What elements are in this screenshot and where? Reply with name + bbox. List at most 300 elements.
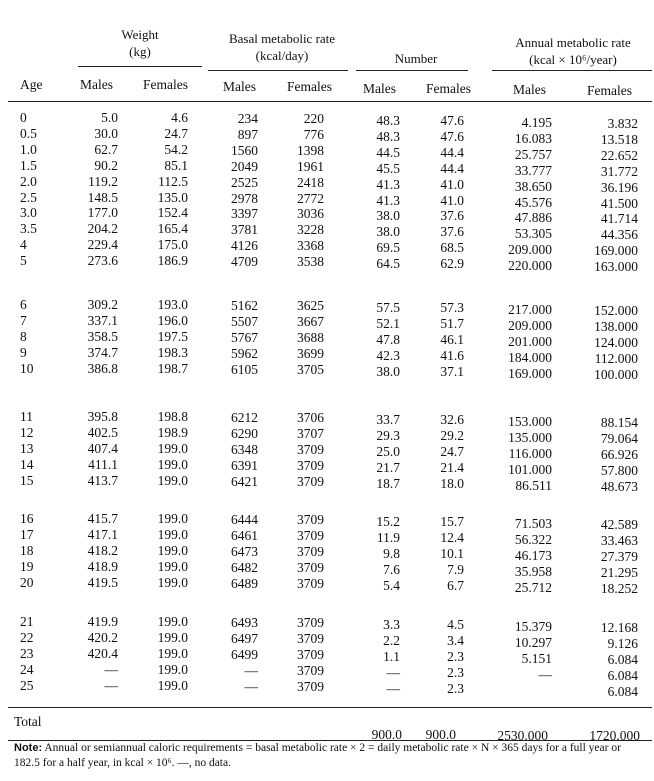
cell-ann-m: 153.000 <box>508 414 552 429</box>
cell-weight-m: 204.2 <box>87 221 118 237</box>
cell-ann-m: 15.379 <box>514 619 552 634</box>
cell-weight-m: 418.9 <box>87 558 118 574</box>
cell-ann-m: — <box>538 666 552 682</box>
cell-num-f: 2.3 <box>447 680 464 696</box>
weight-rule <box>78 66 202 67</box>
cell-age: 2.0 <box>20 173 37 189</box>
cell-weight-f: 198.3 <box>157 344 188 360</box>
cell-weight-m: 417.1 <box>87 526 118 542</box>
cell-bmr-f: 1961 <box>297 158 324 174</box>
cell-bmr-m: 5507 <box>231 313 258 329</box>
cell-ann-f: 41.500 <box>600 195 638 211</box>
bmr-header-line1: Basal metabolic rate <box>228 31 336 46</box>
cell-num-m: 3.3 <box>383 617 400 632</box>
cell-weight-f: 199.0 <box>157 542 188 558</box>
cell-num-m: 48.3 <box>376 113 400 128</box>
cell-num-m: 21.7 <box>376 459 400 475</box>
cell-num-f: 2.3 <box>447 664 464 680</box>
cell-num-f: 47.6 <box>440 128 464 144</box>
cell-weight-f: 199.0 <box>157 645 188 661</box>
cell-age: 24 <box>20 661 34 677</box>
cell-bmr-m: 897 <box>237 126 258 142</box>
cell-ann-f: 22.652 <box>600 147 638 163</box>
cell-bmr-m: 6499 <box>231 646 258 662</box>
annual-females-header: Females <box>587 83 632 98</box>
cell-weight-m: 374.7 <box>87 344 118 360</box>
cell-weight-f: 199.0 <box>157 472 188 488</box>
cell-weight-f: 199.0 <box>157 440 188 456</box>
cell-age: 22 <box>20 629 34 645</box>
cell-bmr-f: 3368 <box>297 238 324 254</box>
cell-ann-m: 5.151 <box>521 650 552 666</box>
cell-weight-f: 198.7 <box>157 360 188 376</box>
number-rule <box>356 70 468 71</box>
cell-num-f: 24.7 <box>440 443 464 459</box>
cell-ann-m: 116.000 <box>508 445 552 461</box>
cell-num-f: 41.0 <box>440 192 464 208</box>
cell-weight-m: 419.5 <box>87 574 118 590</box>
cell-num-f: 7.9 <box>447 561 464 577</box>
cell-ann-m: 209.000 <box>508 317 552 333</box>
cell-weight-f: 199.0 <box>157 629 188 645</box>
cell-bmr-m: 1560 <box>231 142 258 158</box>
cell-ann-m: 220.000 <box>508 258 552 274</box>
cell-num-f: 47.6 <box>440 113 464 128</box>
cell-bmr-f: 3709 <box>297 559 324 575</box>
cell-bmr-f: 3667 <box>297 313 324 329</box>
cell-ann-f: 124.000 <box>594 334 638 350</box>
cell-age: 10 <box>20 360 34 376</box>
cell-bmr-f: 3709 <box>297 615 324 630</box>
cell-ann-m: 209.000 <box>508 242 552 258</box>
cell-age: 21 <box>20 614 34 629</box>
total-rule <box>8 707 652 708</box>
cell-num-f: 62.9 <box>440 256 464 272</box>
cell-age: 17 <box>20 526 34 542</box>
cell-bmr-f: 3709 <box>297 646 324 662</box>
cell-age: 0 <box>20 110 27 125</box>
cell-weight-m: 407.4 <box>87 440 118 456</box>
cell-bmr-f: 3036 <box>297 206 324 222</box>
cell-age: 2.5 <box>20 189 37 205</box>
cell-weight-f: 85.1 <box>164 157 188 173</box>
cell-bmr-f: 3228 <box>297 222 324 238</box>
cell-bmr-f: 3625 <box>297 298 324 313</box>
cell-num-m: 41.3 <box>376 176 400 192</box>
cell-bmr-m: 6461 <box>231 527 258 543</box>
bmr-females-header: Females <box>287 79 332 94</box>
cell-weight-m: 358.5 <box>87 328 118 344</box>
cell-bmr-m: — <box>244 662 258 678</box>
cell-age: 18 <box>20 542 34 558</box>
cell-num-f: 4.5 <box>447 617 464 632</box>
cell-bmr-f: 3709 <box>297 630 324 646</box>
cell-weight-m: 411.1 <box>88 456 118 472</box>
cell-num-f: 41.0 <box>440 176 464 192</box>
cell-bmr-f: 3709 <box>297 441 324 457</box>
cell-weight-m: 402.5 <box>87 424 118 440</box>
cell-age: 12 <box>20 424 34 440</box>
cell-bmr-m: 6473 <box>231 543 258 559</box>
cell-weight-f: 199.0 <box>157 511 188 526</box>
cell-weight-f: 186.9 <box>157 253 188 269</box>
cell-ann-f: 48.673 <box>600 478 638 494</box>
cell-weight-f: 199.0 <box>157 614 188 629</box>
cell-bmr-m: 6497 <box>231 630 258 646</box>
cell-weight-m: 415.7 <box>87 511 118 526</box>
cell-weight-m: 395.8 <box>87 409 118 424</box>
cell-ann-f: 138.000 <box>594 318 638 334</box>
cell-weight-f: 152.4 <box>157 205 188 221</box>
cell-bmr-m: 5162 <box>231 298 258 313</box>
cell-age: 20 <box>20 574 34 590</box>
cell-weight-f: 196.0 <box>157 312 188 328</box>
cell-bmr-f: 3538 <box>297 254 324 270</box>
cell-ann-m: 56.322 <box>514 531 552 547</box>
annual-header-line1: Annual metabolic rate <box>515 35 631 50</box>
cell-weight-f: 197.5 <box>157 328 188 344</box>
cell-bmr-f: 3709 <box>297 457 324 473</box>
cell-ann-m: 71.503 <box>514 516 552 531</box>
cell-num-f: 32.6 <box>440 412 464 427</box>
annual-rule <box>492 70 652 71</box>
cell-weight-f: 199.0 <box>157 574 188 590</box>
cell-weight-m: — <box>104 661 118 677</box>
cell-bmr-f: 3688 <box>297 329 324 345</box>
cell-bmr-f: 2772 <box>297 190 324 206</box>
cell-bmr-f: 3709 <box>297 512 324 527</box>
cell-num-m: 52.1 <box>376 315 400 331</box>
cell-weight-m: 337.1 <box>87 312 118 328</box>
cell-bmr-f: 3709 <box>297 543 324 559</box>
cell-num-f: 29.2 <box>440 427 464 443</box>
cell-weight-m: 420.4 <box>87 645 118 661</box>
cell-age: 4 <box>20 237 27 253</box>
cell-bmr-m: 6444 <box>231 512 258 527</box>
cell-ann-f: 27.379 <box>600 548 638 564</box>
cell-num-f: 57.3 <box>440 300 464 315</box>
bmr-males-header: Males <box>223 79 256 94</box>
number-header-line1: Number <box>394 51 438 66</box>
cell-ann-m: 101.000 <box>508 461 552 477</box>
cell-ann-m: 217.000 <box>508 302 552 317</box>
cell-num-m: 9.8 <box>383 545 400 561</box>
cell-ann-m: 33.777 <box>514 162 552 178</box>
cell-ann-f: 6.084 <box>607 667 638 683</box>
cell-ann-f: 36.196 <box>600 179 638 195</box>
number-males-header: Males <box>363 81 396 96</box>
cell-bmr-m: 6482 <box>231 559 258 575</box>
cell-num-m: 29.3 <box>376 427 400 443</box>
cell-age: 6 <box>20 297 27 312</box>
cell-age: 0.5 <box>20 125 37 141</box>
cell-bmr-f: 2418 <box>297 174 324 190</box>
bmr-header <box>208 30 356 64</box>
cell-num-m: 38.0 <box>376 208 400 224</box>
cell-num-m: 45.5 <box>376 160 400 176</box>
cell-num-f: 68.5 <box>440 240 464 256</box>
age-header: Age <box>20 77 43 92</box>
weight-males-header: Males <box>80 77 113 92</box>
cell-ann-f: 44.356 <box>600 227 638 243</box>
cell-bmr-m: — <box>244 678 258 694</box>
cell-weight-m: 229.4 <box>87 237 118 253</box>
cell-ann-m: 45.576 <box>514 194 552 210</box>
cell-age: 14 <box>20 456 34 472</box>
cell-ann-f: 6.084 <box>607 683 638 699</box>
weight-header <box>100 26 180 60</box>
cell-ann-f: 6.084 <box>607 651 638 667</box>
cell-num-f: 44.4 <box>440 160 464 176</box>
annual-males-header: Males <box>513 82 546 97</box>
cell-age: 1.5 <box>20 157 37 173</box>
cell-age: 3.0 <box>20 205 37 221</box>
cell-weight-m: 420.2 <box>87 629 118 645</box>
cell-bmr-m: 5962 <box>231 345 258 361</box>
cell-bmr-m: 4709 <box>231 254 258 270</box>
cell-ann-m: 16.083 <box>514 130 552 146</box>
annual-header-line2: (kcal × 10⁶/year) <box>529 52 617 67</box>
cell-ann-m: 25.757 <box>514 146 552 162</box>
cell-num-f: 51.7 <box>440 315 464 331</box>
cell-ann-f: 88.154 <box>600 415 638 430</box>
cell-bmr-m: 6290 <box>231 425 258 441</box>
cell-num-f: 2.3 <box>447 648 464 664</box>
cell-num-m: 2.2 <box>383 632 400 648</box>
total-label: Total <box>14 714 42 729</box>
cell-num-m: 7.6 <box>383 561 400 577</box>
cell-num-m: 33.7 <box>376 412 400 427</box>
bmr-header-line2: (kcal/day) <box>255 48 309 63</box>
cell-num-f: 3.4 <box>447 632 464 648</box>
cell-ann-m: 38.650 <box>514 178 552 194</box>
cell-age: 19 <box>20 558 34 574</box>
cell-ann-f: 42.589 <box>600 517 638 532</box>
cell-ann-m: 169.000 <box>508 365 552 381</box>
cell-ann-f: 66.926 <box>600 446 638 462</box>
cell-weight-m: 418.2 <box>87 542 118 558</box>
cell-weight-m: 148.5 <box>87 189 118 205</box>
cell-weight-m: 177.0 <box>87 205 118 221</box>
cell-weight-f: 198.8 <box>157 409 188 424</box>
cell-bmr-m: 6105 <box>231 361 258 377</box>
cell-bmr-m: 6493 <box>231 615 258 630</box>
cell-num-m: 38.0 <box>376 363 400 379</box>
cell-bmr-f: 3709 <box>297 575 324 591</box>
cell-ann-m: 201.000 <box>508 333 552 349</box>
cell-weight-m: 273.6 <box>87 253 118 269</box>
cell-num-f: 37.6 <box>440 224 464 240</box>
bmr-rule <box>208 70 348 71</box>
cell-ann-m: 10.297 <box>514 634 552 650</box>
cell-weight-f: 198.9 <box>157 424 188 440</box>
cell-weight-f: 199.0 <box>157 456 188 472</box>
cell-weight-f: 24.7 <box>164 125 188 141</box>
cell-bmr-f: 1398 <box>297 142 324 158</box>
cell-ann-f: 169.000 <box>594 243 638 259</box>
cell-weight-m: 5.0 <box>101 110 118 125</box>
annual-header <box>492 34 654 68</box>
number-header <box>366 50 466 67</box>
cell-bmr-f: 3709 <box>297 473 324 489</box>
cell-ann-f: 57.800 <box>600 462 638 478</box>
cell-age: 25 <box>20 677 34 693</box>
total-number-females: 900.0 <box>425 727 456 742</box>
cell-num-m: 11.9 <box>376 529 400 545</box>
cell-weight-f: 175.0 <box>157 237 188 253</box>
cell-num-m: 15.2 <box>376 514 400 529</box>
cell-bmr-m: 6391 <box>231 457 258 473</box>
cell-weight-m: 119.2 <box>88 173 118 189</box>
cell-ann-m: 184.000 <box>508 349 552 365</box>
cell-weight-f: 165.4 <box>157 221 188 237</box>
cell-weight-f: 54.2 <box>164 141 188 157</box>
cell-num-m: 38.0 <box>376 224 400 240</box>
cell-ann-f: 18.252 <box>600 580 638 596</box>
cell-num-f: 41.6 <box>440 347 464 363</box>
total-number-males: 900.0 <box>371 727 402 742</box>
cell-weight-f: 135.0 <box>157 189 188 205</box>
cell-bmr-m: 2978 <box>231 190 258 206</box>
cell-bmr-m: 2049 <box>231 158 258 174</box>
weight-header-line2: (kg) <box>129 44 151 59</box>
cell-num-f: 44.4 <box>440 144 464 160</box>
cell-bmr-m: 5767 <box>231 329 258 345</box>
cell-weight-m: 419.9 <box>87 614 118 629</box>
header-bottom-rule <box>8 101 652 102</box>
cell-num-m: 18.7 <box>376 475 400 491</box>
cell-num-f: 15.7 <box>440 514 464 529</box>
cell-weight-f: 193.0 <box>157 297 188 312</box>
cell-ann-f: 41.714 <box>600 211 638 227</box>
cell-bmr-m: 3397 <box>231 206 258 222</box>
cell-bmr-f: 3707 <box>297 425 324 441</box>
cell-weight-m: 30.0 <box>94 125 118 141</box>
cell-age: 3.5 <box>20 221 37 237</box>
footnote-label: Note: <box>14 742 43 754</box>
cell-bmr-m: 6421 <box>231 473 258 489</box>
cell-num-f: 21.4 <box>440 459 464 475</box>
cell-num-f: 37.1 <box>440 363 464 379</box>
cell-ann-f: 112.000 <box>594 350 638 366</box>
cell-ann-f: 163.000 <box>594 259 638 275</box>
cell-num-m: 25.0 <box>376 443 400 459</box>
cell-ann-f: 12.168 <box>600 620 638 635</box>
cell-num-m: 44.5 <box>376 144 400 160</box>
cell-age: 23 <box>20 645 34 661</box>
cell-num-m: — <box>386 680 400 696</box>
cell-ann-f: 100.000 <box>594 366 638 382</box>
cell-num-m: 48.3 <box>376 128 400 144</box>
cell-num-m: 64.5 <box>376 256 400 272</box>
cell-weight-m: — <box>104 677 118 693</box>
cell-age: 1.0 <box>20 141 37 157</box>
cell-weight-f: 112.5 <box>158 173 188 189</box>
footnote-text: Annual or semiannual caloric requirements = basal metabolic rate × 2 = daily metabolic rate × N × 365 days for a full year or 182.5 for a half year, in kcal × 10⁶. —, no data. <box>14 742 621 769</box>
cell-bmr-m: 6212 <box>231 410 258 425</box>
cell-bmr-m: 4126 <box>231 238 258 254</box>
cell-age: 11 <box>20 409 33 424</box>
cell-age: 5 <box>20 253 27 269</box>
cell-bmr-f: 3709 <box>297 527 324 543</box>
cell-bmr-m: 6348 <box>231 441 258 457</box>
cell-weight-f: 199.0 <box>157 677 188 693</box>
cell-num-m: 1.1 <box>383 648 400 664</box>
cell-num-m: — <box>386 664 400 680</box>
cell-bmr-f: 776 <box>303 126 324 142</box>
cell-weight-f: 199.0 <box>157 661 188 677</box>
cell-ann-f: 152.000 <box>594 303 638 318</box>
number-females-header: Females <box>426 81 471 96</box>
cell-weight-m: 386.8 <box>87 360 118 376</box>
cell-bmr-f: 3709 <box>297 678 324 694</box>
cell-num-m: 5.4 <box>383 577 400 593</box>
footnote <box>14 741 646 771</box>
cell-age: 13 <box>20 440 34 456</box>
cell-bmr-f: 3705 <box>297 361 324 377</box>
cell-age: 16 <box>20 511 34 526</box>
cell-age: 15 <box>20 472 34 488</box>
cell-weight-f: 199.0 <box>157 526 188 542</box>
cell-age: 7 <box>20 312 27 328</box>
cell-bmr-m: 3781 <box>231 222 258 238</box>
cell-num-m: 57.5 <box>376 300 400 315</box>
cell-ann-f: 13.518 <box>600 131 638 147</box>
cell-bmr-m: 2525 <box>231 174 258 190</box>
cell-weight-m: 62.7 <box>94 141 118 157</box>
cell-num-m: 69.5 <box>376 240 400 256</box>
cell-num-m: 41.3 <box>376 192 400 208</box>
cell-num-f: 12.4 <box>440 529 464 545</box>
cell-bmr-f: 3699 <box>297 345 324 361</box>
cell-bmr-m: 6489 <box>231 575 258 591</box>
cell-age: 9 <box>20 344 27 360</box>
cell-weight-f: 199.0 <box>157 558 188 574</box>
cell-ann-m: 47.886 <box>514 210 552 226</box>
total-annual-males: 2530.000 <box>497 728 548 743</box>
cell-ann-f: 3.832 <box>607 116 638 131</box>
cell-bmr-f: 3706 <box>297 410 324 425</box>
cell-weight-m: 413.7 <box>87 472 118 488</box>
cell-ann-m: 35.958 <box>514 563 552 579</box>
cell-weight-f: 4.6 <box>171 110 188 125</box>
cell-ann-m: 46.173 <box>514 547 552 563</box>
cell-num-f: 6.7 <box>447 577 464 593</box>
weight-females-header: Females <box>143 77 188 92</box>
cell-age: 8 <box>20 328 27 344</box>
cell-bmr-m: 234 <box>237 111 258 126</box>
cell-num-f: 37.6 <box>440 208 464 224</box>
cell-ann-m: 4.195 <box>521 115 552 130</box>
cell-ann-m: 135.000 <box>508 429 552 445</box>
cell-num-f: 10.1 <box>440 545 464 561</box>
cell-ann-f: 21.295 <box>600 564 638 580</box>
cell-ann-f: 33.463 <box>600 532 638 548</box>
cell-num-m: 47.8 <box>376 331 400 347</box>
cell-weight-m: 90.2 <box>94 157 118 173</box>
cell-ann-m: 53.305 <box>514 226 552 242</box>
cell-ann-f: 9.126 <box>607 635 638 651</box>
cell-ann-f: 79.064 <box>600 430 638 446</box>
weight-header-line1: Weight <box>121 27 159 42</box>
cell-num-f: 46.1 <box>440 331 464 347</box>
cell-bmr-f: 3709 <box>297 662 324 678</box>
total-annual-females: 1720.000 <box>589 728 640 743</box>
cell-ann-f: 31.772 <box>600 163 638 179</box>
cell-ann-m: 25.712 <box>514 579 552 595</box>
cell-ann-m: 86.511 <box>515 477 552 493</box>
cell-bmr-f: 220 <box>303 111 324 126</box>
